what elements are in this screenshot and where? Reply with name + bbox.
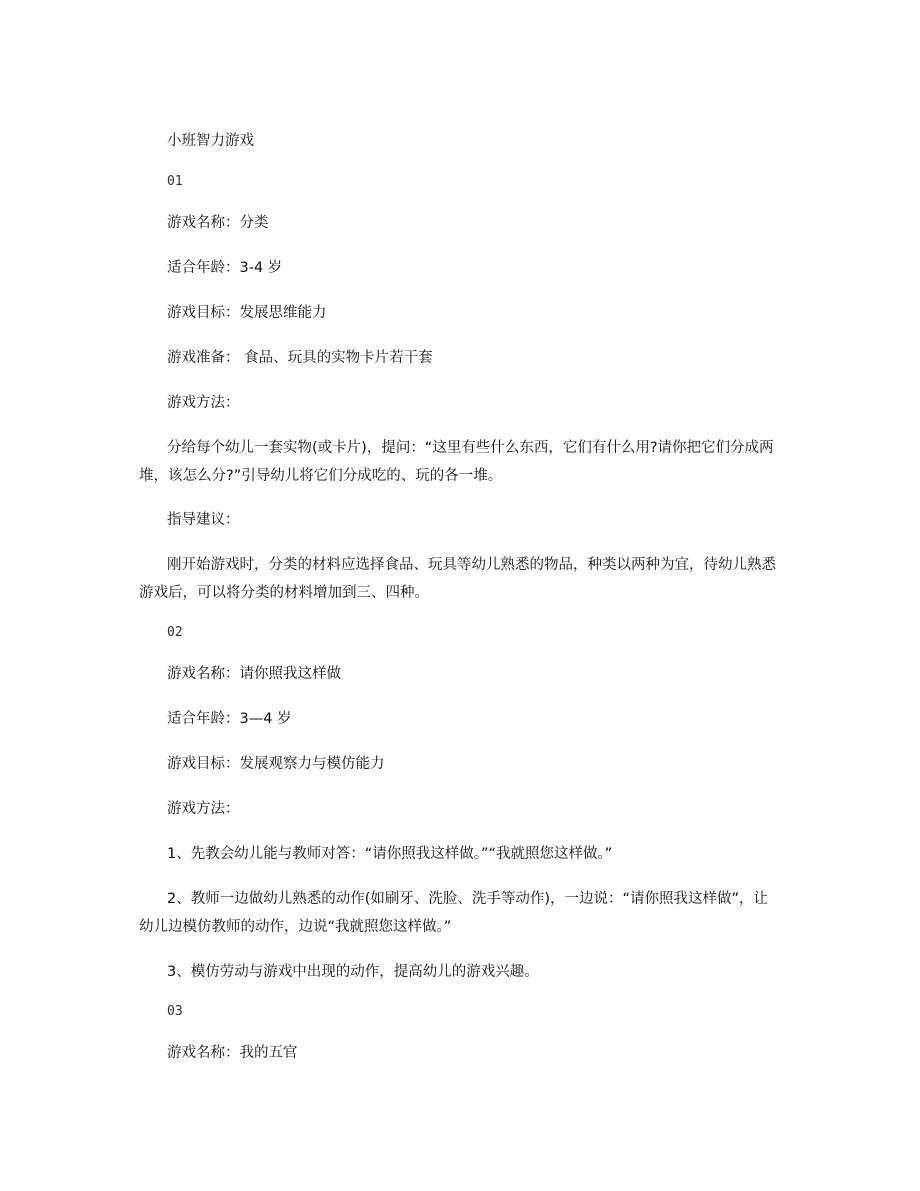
game-number-03: 03 bbox=[167, 1004, 183, 1019]
game1-advice-label: 指导建议： bbox=[167, 512, 240, 528]
game3-name: 游戏名称：我的五官 bbox=[167, 1045, 298, 1061]
game2-step-3: 3、模仿劳动与游戏中出现的动作，提高幼儿的游戏兴趣。 bbox=[167, 964, 539, 980]
game1-age: 适合年龄：3-4 岁 bbox=[167, 260, 283, 276]
game1-advice-text: 刚开始游戏时，分类的材料应选择食品、玩具等幼儿熟悉的物品，种类以两种为宜，待幼儿熟悉游戏后，可以将分类的材料增加到三、四种。 bbox=[139, 557, 776, 601]
game2-method-label: 游戏方法： bbox=[167, 801, 240, 817]
game1-preparation: 游戏准备： 食品、玩具的实物卡片若干套 bbox=[167, 350, 433, 366]
game2-step-2: 2、教师一边做幼儿熟悉的动作(如刷牙、洗脸、洗手等动作)，一边说：“请你照我这样做”，让幼儿边模仿教师的动作，边说“我就照您这样做。” bbox=[139, 891, 769, 935]
game1-goal: 游戏目标：发展思维能力 bbox=[167, 305, 327, 321]
game1-method-label: 游戏方法： bbox=[167, 395, 240, 411]
game2-step-1: 1、先教会幼儿能与教师对答：“请你照我这样做。”“我就照您这样做。” bbox=[167, 846, 613, 862]
game2-goal: 游戏目标：发展观察力与模仿能力 bbox=[167, 756, 385, 772]
game-number-02: 02 bbox=[167, 625, 183, 640]
game-number-01: 01 bbox=[167, 174, 183, 189]
game2-name: 游戏名称：请你照我这样做 bbox=[167, 666, 341, 682]
game1-method-text: 分给每个幼儿一套实物(或卡片)，提问：“这里有些什么东西，它们有什么用?请你把它们分成两堆，该怎么分?”引导幼儿将它们分成吃的、玩的各一堆。 bbox=[139, 440, 774, 484]
document-title: 小班智力游戏 bbox=[167, 133, 254, 149]
game1-name: 游戏名称：分类 bbox=[167, 215, 269, 231]
game2-age: 适合年龄：3—4 岁 bbox=[167, 711, 292, 727]
